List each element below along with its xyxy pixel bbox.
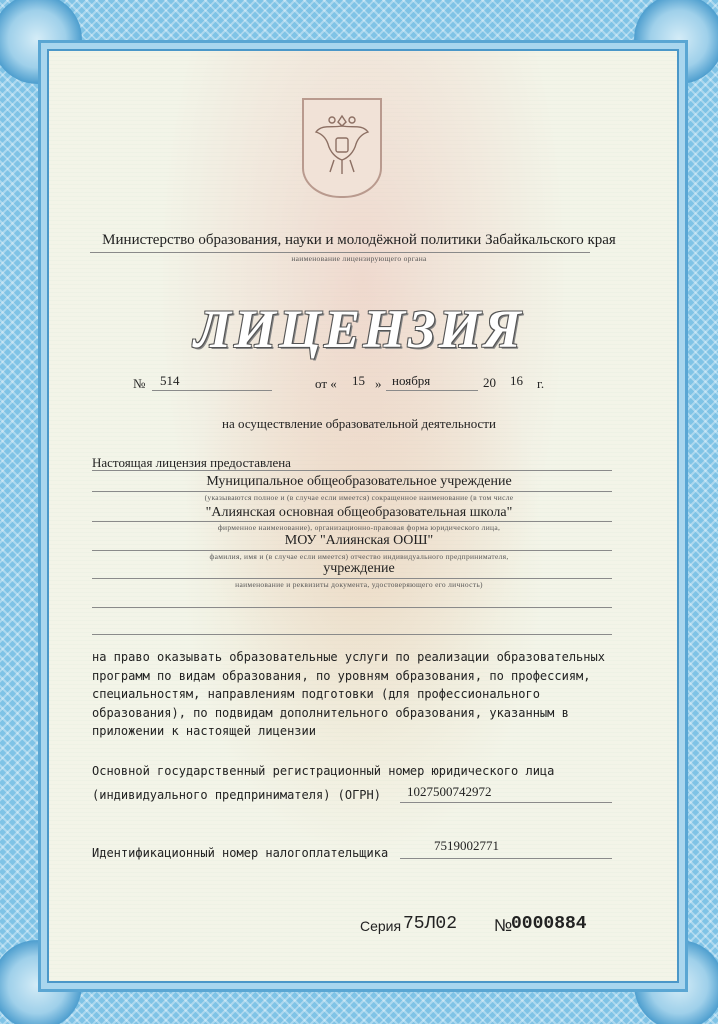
- org-caption-1: (указываются полное и (в случае если имеется) сокращенное наименование (в том числе: [204, 493, 514, 502]
- divider: [90, 252, 590, 253]
- series-value: 75Л02: [403, 914, 458, 934]
- year-prefix: 20: [483, 375, 496, 390]
- inn-label: Идентификационный номер налогоплательщика: [92, 846, 389, 860]
- date-from-label: от «: [315, 376, 337, 391]
- granted-to-label: Настоящая лицензия предоставлена: [92, 455, 291, 470]
- divider: [92, 491, 612, 492]
- inn-value: 7519002771: [434, 838, 499, 853]
- divider: [92, 521, 612, 522]
- org-line-2: "Алиянская основная общеобразовательная школа": [205, 505, 513, 520]
- org-line-3: МОУ "Алиянская ООШ": [284, 533, 434, 548]
- divider: [400, 858, 612, 859]
- divider: [92, 550, 612, 551]
- divider: [92, 578, 612, 579]
- series-label: Серия: [360, 918, 402, 934]
- day-close: »: [375, 376, 382, 391]
- org-caption-4: наименование и реквизиты документа, удостоверяющего его личность): [235, 580, 483, 589]
- divider: [386, 390, 478, 391]
- issuer-caption: наименование лицензирующего органа: [291, 254, 427, 263]
- series-number: 0000884: [511, 914, 587, 934]
- series-number-label: №: [494, 916, 513, 935]
- license-month: ноября: [392, 373, 431, 388]
- divider: [92, 470, 612, 471]
- document-title: ЛИЦЕНЗИЯ: [194, 299, 524, 359]
- coat-of-arms-icon: [302, 98, 382, 198]
- activity-text: на осуществление образовательной деятельности: [222, 416, 496, 431]
- license-day: 15: [352, 373, 365, 388]
- year-suffix: 16: [510, 373, 523, 388]
- divider: [400, 802, 612, 803]
- divider: [92, 634, 612, 635]
- org-caption-3: фамилия, имя и (в случае если имеется) отчество индивидуального предпринимателя,: [209, 552, 509, 561]
- org-caption-2: фирменное наименование), организационно-правовая форма юридического лица,: [217, 523, 501, 532]
- rights-text: на право оказывать образовательные услуги по реализации образовательных программ по видам образования, по уровням образования, по профессиям, специальностям, направлениям подготовки (для профессионального образования), по подвидам дополнительного образования, указанным в приложении к настоящей лицензии: [92, 650, 605, 738]
- org-line-1: Муниципальное общеобразовательное учреждение: [206, 474, 512, 489]
- ogrn-label-2: (индивидуального предпринимателя) (ОГРН): [92, 788, 381, 802]
- license-number: 514: [160, 373, 180, 388]
- issuer-name: Министерство образования, науки и молодёжной политики Забайкальского края: [102, 232, 616, 248]
- ogrn-label-1: Основной государственный регистрационный номер юридического лица: [92, 764, 555, 778]
- number-label: №: [133, 376, 146, 391]
- year-label: г.: [537, 376, 545, 391]
- org-line-4: учреждение: [323, 561, 395, 576]
- ogrn-value: 1027500742972: [407, 784, 492, 799]
- divider: [92, 607, 612, 608]
- divider: [152, 390, 272, 391]
